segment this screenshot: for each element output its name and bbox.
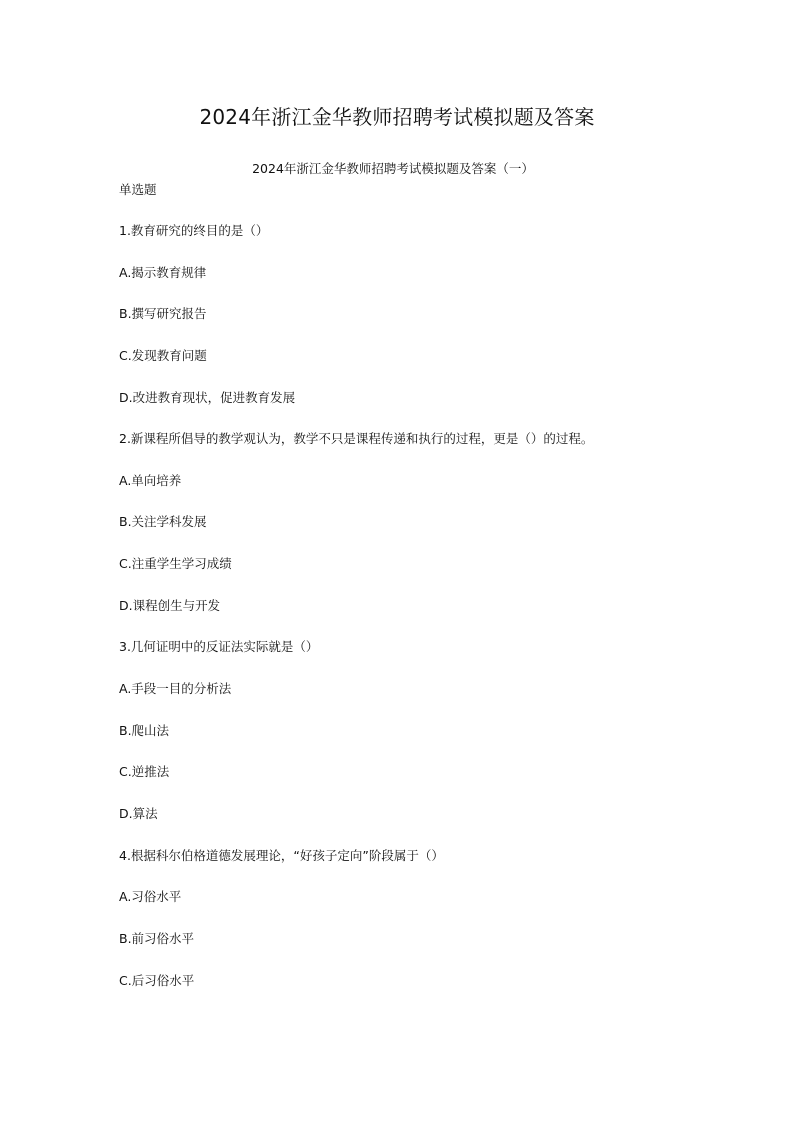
question-4-option-b: B.前习俗水平 [119,930,195,946]
question-4-option-a: A.习俗水平 [119,889,182,905]
question-2: 2.新课程所倡导的教学观认为，教学不只是课程传递和执行的过程，更是（）的过程。 [119,431,594,447]
document-subtitle: 2024年浙江金华教师招聘考试模拟题及答案（一） [252,161,534,176]
section-heading: 单选题 [119,182,157,197]
question-1-option-c: C.发现教育问题 [119,347,207,363]
question-3-option-d: D.算法 [119,805,158,821]
document-title: 2024年浙江金华教师招聘考试模拟题及答案 [199,105,595,129]
question-3: 3.几何证明中的反证法实际就是（） [119,639,319,655]
question-1-option-b: B.撰写研究报告 [119,306,207,322]
question-3-option-a: A.手段一目的分析法 [119,681,232,697]
question-2-option-d: D.课程创生与开发 [119,597,221,613]
question-1: 1.教育研究的终目的是（） [119,223,269,238]
question-2-option-a: A.单向培养 [119,472,182,488]
question-2-option-b: B.关注学科发展 [119,514,207,530]
question-4: 4.根据科尔伯格道德发展理论，“好孩子定向”阶段属于（） [119,847,444,863]
question-1-option-a: A.揭示教育规律 [119,264,207,280]
question-4-option-c: C.后习俗水平 [119,972,195,988]
question-1-option-d: D.改进教育现状，促进教育发展 [119,389,296,405]
question-3-option-c: C.逆推法 [119,764,170,780]
question-list [119,222,719,1013]
question-2-option-c: C.注重学生学习成绩 [119,556,232,572]
question-3-option-b: B.爬山法 [119,722,170,738]
